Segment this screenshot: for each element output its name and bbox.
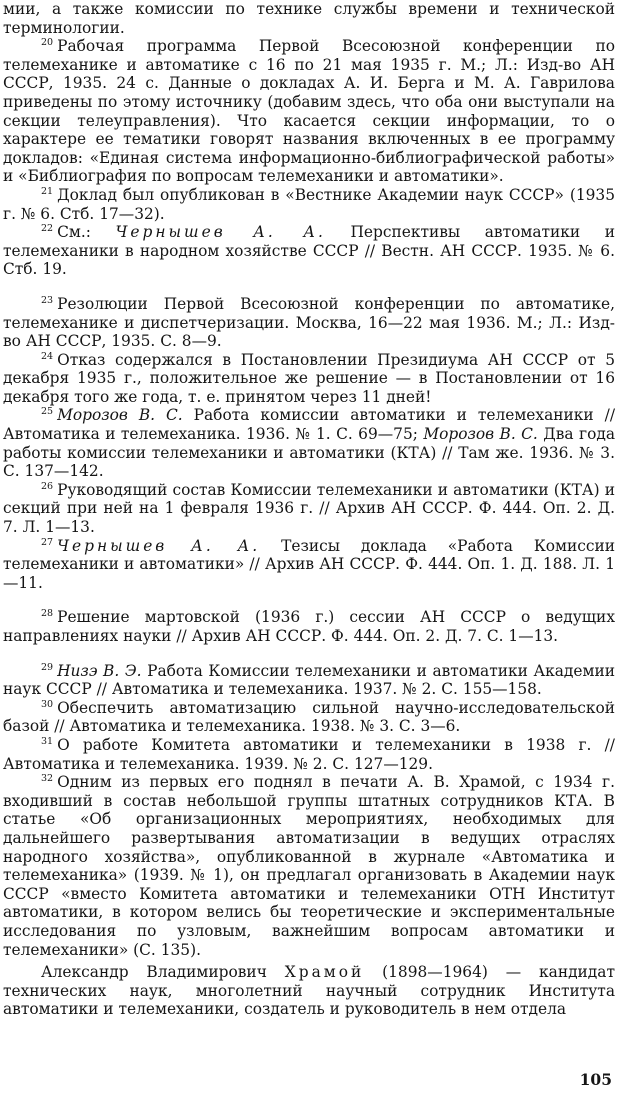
footnote-author: Низэ В. Э.: [57, 661, 142, 680]
footnote-21: [3, 186, 615, 223]
footnote-31: [3, 736, 615, 773]
footnote-text: Резолюции Первой Всесоюзной конференции по автоматике, телемеханике и диспетчеризации. Москва, 16—22 мая 1936. М.; Л.: Изд-во АН СССР, 1935. С. 8—9.: [3, 294, 615, 351]
footnote-24: [3, 351, 615, 407]
footnote-text: Доклад был опубликован в «Вестнике Академии наук СССР» (1935 г. № 6. Стб. 17—32).: [3, 185, 615, 223]
footnote-prefix: См.:: [57, 223, 116, 242]
footnote-text: Работа Комиссии телемеханики и автоматики Академии наук СССР // Автоматика и телемеханика. 1937. № 2. С. 155—158.: [3, 661, 615, 699]
footnote-text: Решение мартовской (1936 г.) сессии АН СССР о ведущих направлениях науки // Архив АН СССР. Ф. 444. Оп. 2. Д. 7. С. 1—13.: [3, 608, 615, 645]
person-name: Александр Владимирович: [41, 963, 267, 982]
footnote-26: [3, 481, 615, 537]
footnote-text: Тезисы доклада «Работа Комиссии телемеханики и автоматики» // Архив АН СССР. Ф. 444. Оп. 1. Д. 188. Л. 1—11.: [3, 536, 616, 592]
footnote-number: 24: [41, 350, 54, 362]
footnote-number: 21: [41, 185, 54, 197]
footnote-author-2: Морозов В. С.: [423, 425, 538, 444]
footnote-number: 20: [41, 37, 54, 49]
page-text: [3, 0, 615, 1019]
footnote-author: Чернышев А. А.: [57, 536, 261, 555]
footnote-author: Чернышев А. А.: [115, 223, 326, 242]
footnote-number: 30: [41, 698, 54, 710]
footnote-28: [3, 608, 615, 645]
page-number: 105: [579, 1070, 612, 1089]
footnote-number: 23: [41, 294, 54, 306]
footnote-text-2: Два года работы комиссии телемеханики и автоматики (КТА) // Там же. 1936. № 3. С. 137—142.: [3, 425, 616, 481]
footnote-text: Обеспечить автоматизацию сильной научно-исследовательской базой // Автоматика и телемеханика. 1938. № 3. С. 3—6.: [3, 698, 615, 736]
footnote-text: Перспективы автоматики и телемеханики в народном хозяйстве СССР // Вестн. АН СССР. 1935. № 6. Стб. 19.: [3, 223, 615, 279]
footnote-number: 28: [41, 608, 54, 620]
footnote-20: [3, 37, 615, 186]
footnote-number: 32: [41, 773, 54, 785]
footnote-22: [3, 223, 615, 279]
footnote-number: 29: [41, 661, 54, 673]
footnote-text: Работа комиссии автоматики и телемеханики // Автоматика и телемеханика. 1936. № 1. С. 69—75;: [3, 406, 615, 444]
continuation-text: мии, а также комиссии по технике службы времени и технической терминологии.: [3, 0, 615, 37]
footnote-25: [3, 406, 615, 480]
footnote-27: [3, 537, 615, 593]
body-paragraph: [3, 963, 615, 1019]
footnote-text: О работе Комитета автоматики и телемеханики в 1938 г. // Автоматика и телемеханика. 1939. № 2. С. 127—129.: [3, 735, 615, 773]
footnote-number: 31: [41, 735, 54, 747]
footnote-author: Морозов В. С.: [57, 406, 183, 425]
body-text: (1898—1964) — кандидат технических наук, многолетний научный сотрудник Института автоматики и телемеханики, создатель и руководитель в нем отдела: [3, 963, 615, 1019]
footnote-text: Одним из первых его поднял в печати А. В. Храмой, с 1934 г. входивший в состав небольшой группы штатных сотрудников КТА. В статье «Об организационных мероприятиях, необходимых для дальнейшего развертывания автоматизации в ведущих отраслях народного хозяйства», опубликованной в журнале «Автоматика и телемеханика» (1939. № 1), он предлагал организовать в Академии наук СССР «вместо Комитета автоматики и телемеханики ОТН Институт автоматики, в котором велись бы теоретические и экспериментальные исследования по узловым, важнейшим вопросам автоматики и телемеханики» (С. 135).: [3, 773, 615, 959]
footnote-number: 26: [41, 480, 54, 492]
footnote-text: Отказ содержался в Постановлении Президиума АН СССР от 5 декабря 1935 г., положительное же решение — в Постановлении от 16 декабря того же года, т. е. принятом через 11 дней!: [3, 350, 615, 406]
person-surname: Храмой: [284, 963, 365, 982]
footnote-number: 22: [41, 223, 54, 235]
footnote-32: [3, 773, 615, 959]
footnote-text: Руководящий состав Комиссии телемеханики и автоматики (КТА) и секций при ней на 1 февраля 1936 г. // Архив АН СССР. Ф. 444. Оп. 2. Д. 7. Л. 1—13.: [3, 480, 615, 537]
footnote-29: [3, 662, 615, 699]
footnote-23: [3, 295, 615, 351]
footnote-text: Рабочая программа Первой Всесоюзной конференции по телемеханике и автоматике с 16 по 21 мая 1935 г. М.; Л.: Изд-во АН СССР, 1935. 24 с. Данные о докладах А. И. Берга и М. А. Гаврилова приведены по этому источнику (добавим здесь, что оба они выступали на секции телеуправления). Что касается секции информации, то о характере ее тематики говорят названия включенных в ее программу докладов: «Единая система информационно-библиографической работы» и «Библиография по вопросам телемеханики и автоматики».: [3, 37, 615, 186]
footnote-number: 25: [41, 406, 54, 418]
footnote-number: 27: [41, 536, 54, 548]
footnote-30: [3, 699, 615, 736]
